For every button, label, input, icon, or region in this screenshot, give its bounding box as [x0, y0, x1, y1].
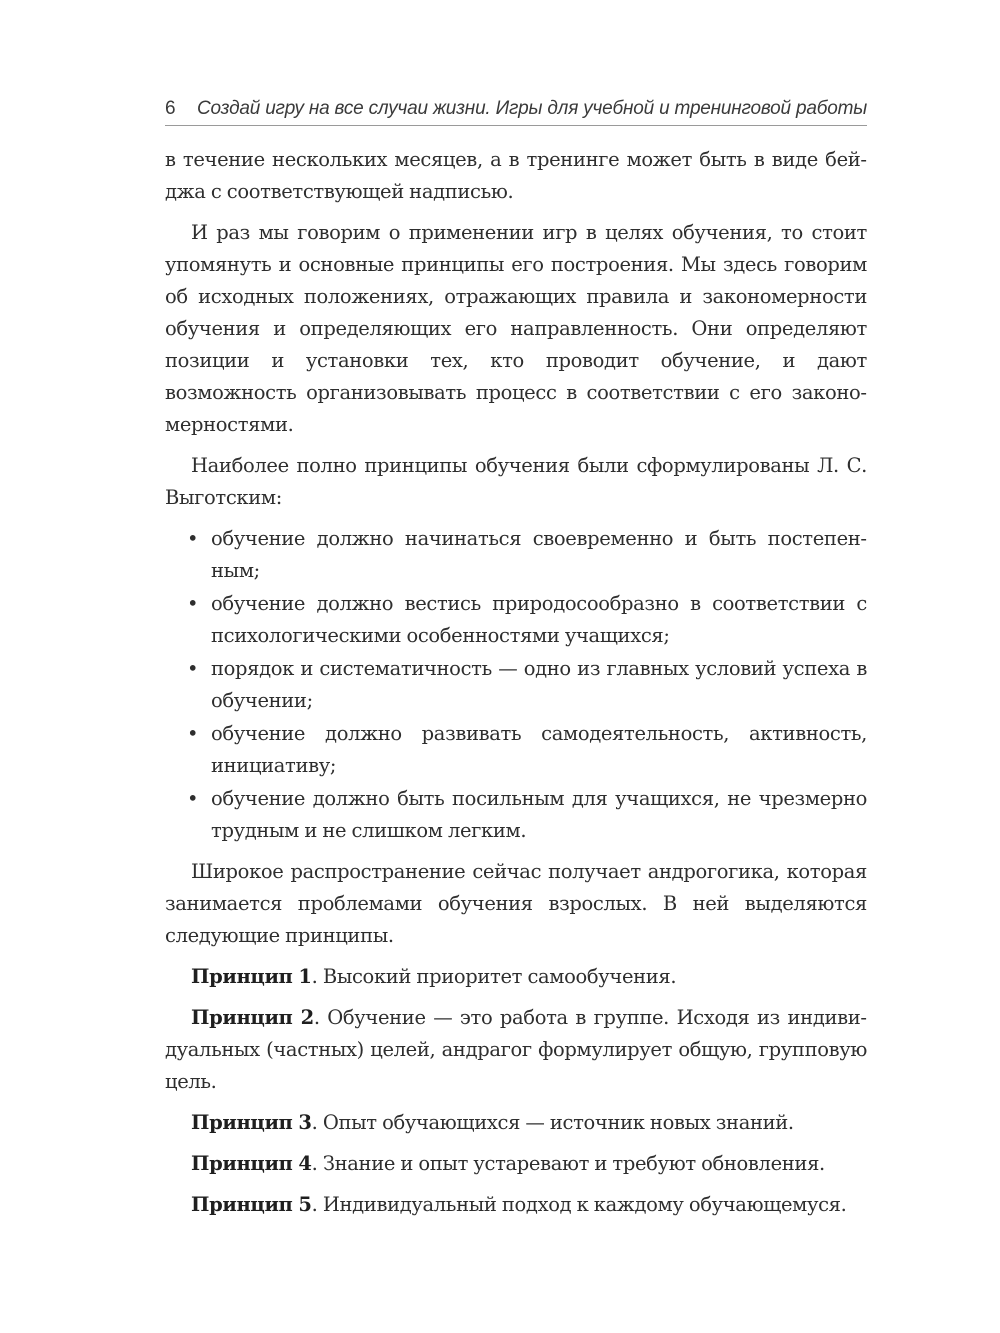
- list-item: [165, 523, 867, 587]
- principle-label: Принцип 4: [191, 1152, 312, 1175]
- principle-2: [165, 1002, 867, 1098]
- running-header: [165, 98, 867, 126]
- list-item-text: обучение должно начинаться своевременно и быть постепенным;: [211, 527, 867, 582]
- list-item: [165, 588, 867, 652]
- book-page: [165, 98, 867, 1230]
- principle-label: Принцип 1: [191, 965, 312, 988]
- paragraph-vygotsky: Наиболее полно принципы обучения были сформулированы Л. С. Выготским:: [165, 454, 867, 509]
- bullet-icon: •: [187, 722, 199, 745]
- list-item: [165, 653, 867, 717]
- list-item-text: порядок и систематичность — одно из главных условий успеха в обучении;: [211, 657, 867, 712]
- principle-label: Принцип 2: [191, 1006, 314, 1029]
- principle-1: [165, 961, 867, 993]
- list-item-text: обучение должно развивать самодеятельность, активность, инициативу;: [211, 722, 867, 777]
- list-item: [165, 718, 867, 782]
- paragraph-principles-intro: И раз мы говорим о применении игр в целях обучения, то стоит упомянуть и основные принципы его построения. Мы здесь говорим об исходных положениях, отражающих правила и закономерности обучения и определяющих его направленность. Они определяют позиции и установки тех, кто проводит обучение, и дают возможность организовывать процесс в соответствии с его закономерностями.: [165, 221, 867, 436]
- page-number: 6: [165, 98, 176, 119]
- paragraph-andragogy: Широкое распространение сейчас получает андрогогика, которая занимается проблемами обучения взрослых. В ней выделяются следующие принципы.: [165, 860, 867, 947]
- principle-text: . Обучение — это работа в группе. Исходя из индивидуальных (частных) целей, андрагог формулирует общую, групповую цель.: [165, 1006, 867, 1093]
- principle-4: [165, 1148, 867, 1180]
- list-item: [165, 783, 867, 847]
- principle-text: . Знание и опыт устаревают и требуют обновления.: [311, 1152, 825, 1175]
- principle-text: . Высокий приоритет самообучения.: [311, 965, 677, 988]
- bullet-icon: •: [187, 527, 199, 550]
- principle-text: . Индивидуальный подход к каждому обучающемуся.: [311, 1193, 847, 1216]
- principle-text: . Опыт обучающихся — источник новых знаний.: [311, 1111, 794, 1134]
- bullet-icon: •: [187, 657, 199, 680]
- list-item-text: обучение должно быть посильным для учащихся, не чрезмерно трудным и не слишком легким.: [211, 787, 867, 842]
- bullet-icon: •: [187, 592, 199, 615]
- vygotsky-principles-list: [165, 523, 867, 847]
- principle-5: [165, 1189, 867, 1221]
- bullet-icon: •: [187, 787, 199, 810]
- list-item-text: обучение должно вестись природосообразно в соответствии с психологическими особенностями учащихся;: [211, 592, 867, 647]
- page-body: [165, 144, 867, 1221]
- principle-3: [165, 1107, 867, 1139]
- paragraph-continuation: в течение нескольких месяцев, а в тренинге может быть в виде бейджа с соответствующей надписью.: [165, 148, 867, 203]
- principle-label: Принцип 5: [191, 1193, 312, 1216]
- running-title: Создай игру на все случаи жизни. Игры для учебной и тренинговой работы: [196, 98, 867, 119]
- principle-label: Принцип 3: [191, 1111, 312, 1134]
